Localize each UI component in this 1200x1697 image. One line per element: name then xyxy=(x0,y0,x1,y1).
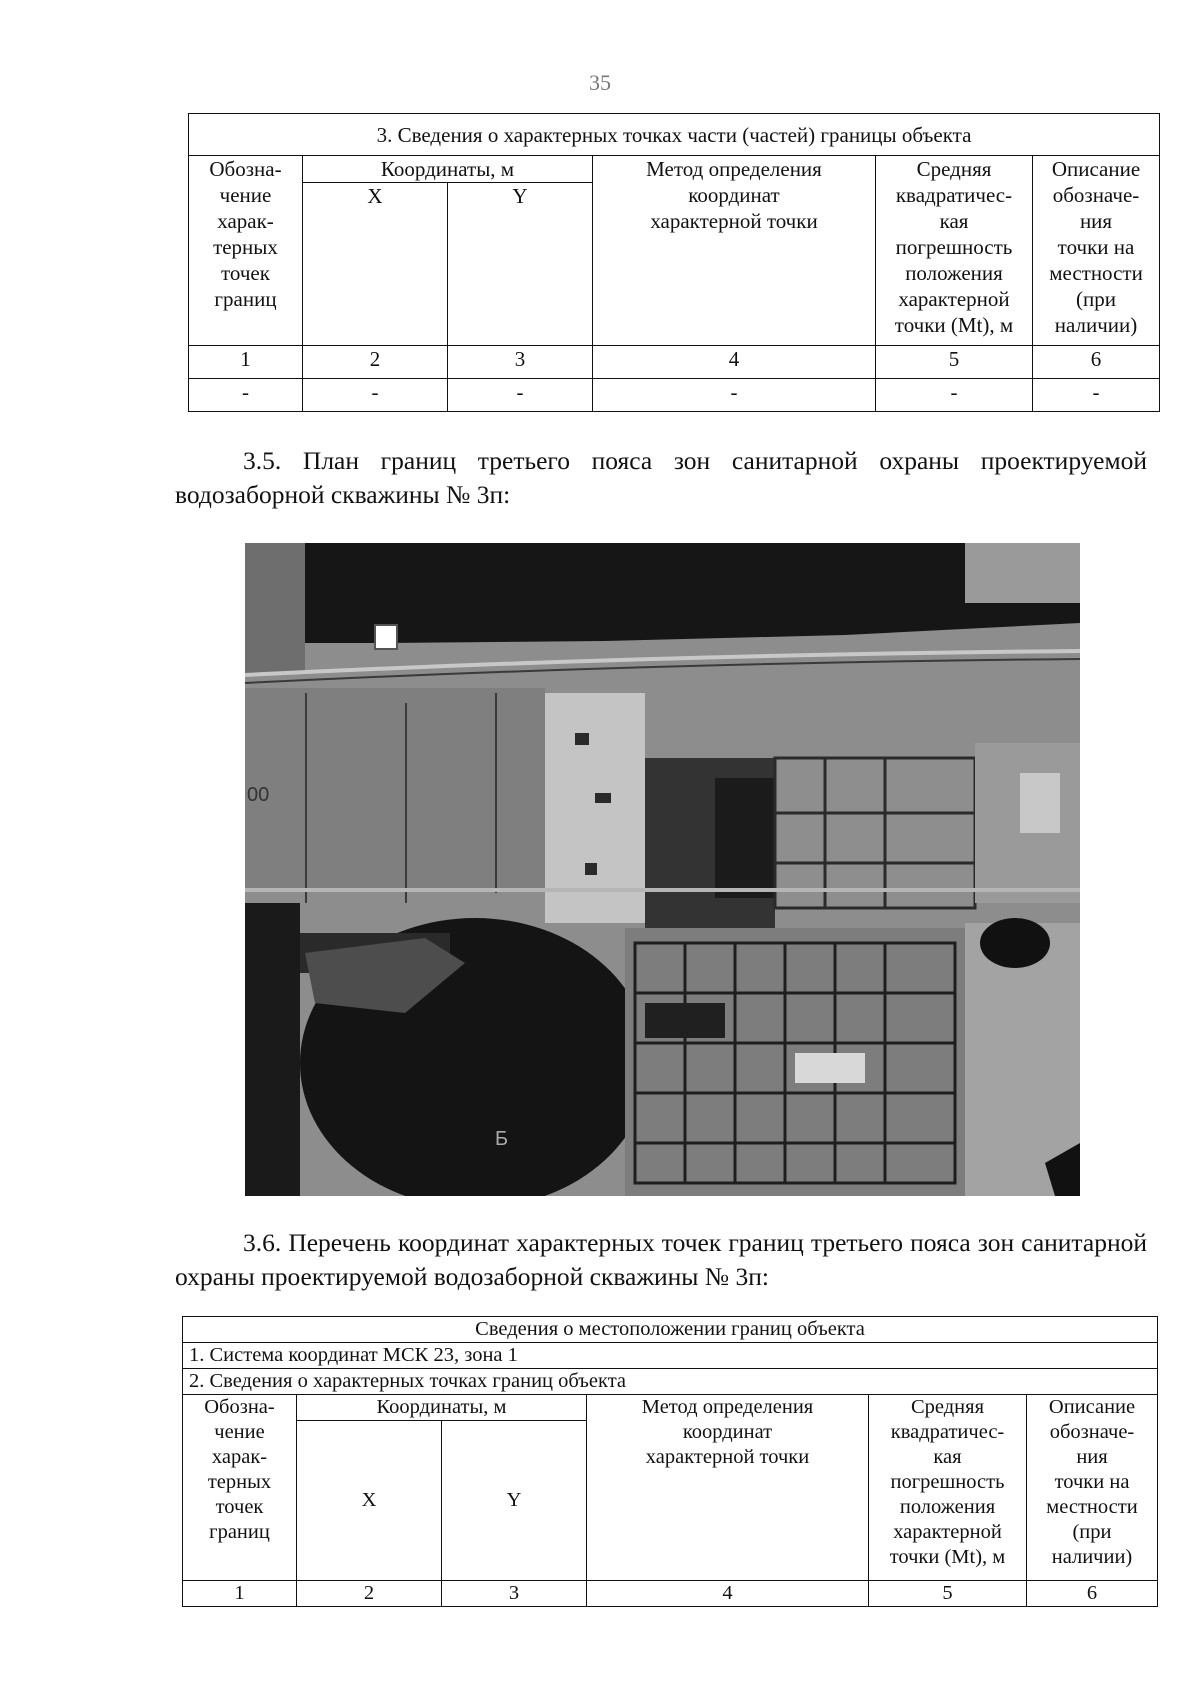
map-label: 00 xyxy=(247,784,270,806)
table-cell: - xyxy=(303,379,448,412)
table-cell: - xyxy=(189,379,303,412)
column-number: 2 xyxy=(297,1581,442,1607)
coordinate-system-line: 1. Система координат МСК 23, зона 1 xyxy=(183,1343,1158,1369)
header-designation: Обозна- чение харак- терных точек границ xyxy=(189,156,303,346)
table-cell: - xyxy=(448,379,593,412)
column-number: 3 xyxy=(442,1581,587,1607)
column-number: 1 xyxy=(183,1581,297,1607)
column-number: 6 xyxy=(1033,346,1160,379)
header-x: X xyxy=(297,1421,442,1581)
column-number: 1 xyxy=(189,346,303,379)
section-3-5-heading xyxy=(175,444,1147,512)
header-y: Y xyxy=(448,183,593,346)
header-method: Метод определения координат характерной точки xyxy=(587,1395,869,1581)
header-coordinates: Координаты, м xyxy=(297,1395,587,1421)
table-cell: - xyxy=(1033,379,1160,412)
header-x: X xyxy=(303,183,448,346)
boundary-plan-map xyxy=(245,543,1080,1196)
column-number: 5 xyxy=(876,346,1033,379)
table-cell: - xyxy=(593,379,876,412)
page-number: 35 xyxy=(589,70,611,95)
column-number: 4 xyxy=(587,1581,869,1607)
table-row xyxy=(189,379,1160,412)
column-number: 4 xyxy=(593,346,876,379)
table-title: Сведения о местоположении границ объекта xyxy=(183,1317,1158,1343)
header-description: Описание обозначе- ния точки на местности (при наличии) xyxy=(1033,156,1160,346)
column-number: 2 xyxy=(303,346,448,379)
map-marker: Б xyxy=(495,1128,509,1150)
column-number: 5 xyxy=(869,1581,1027,1607)
column-number: 6 xyxy=(1027,1581,1158,1607)
characteristic-points-line: 2. Сведения о характерных точках границ объекта xyxy=(183,1369,1158,1395)
header-error: Средняя квадратичес- кая погрешность положения характерной точки (Mt), м xyxy=(869,1395,1027,1581)
table-title: 3. Сведения о характерных точках части (частей) границы объекта xyxy=(189,114,1160,156)
header-designation: Обозна- чение харак- терных точек границ xyxy=(183,1395,297,1581)
header-y: Y xyxy=(442,1421,587,1581)
header-method: Метод определения координат характерной точки xyxy=(593,156,876,346)
section-3-6-heading xyxy=(175,1226,1147,1294)
header-description: Описание обозначе- ния точки на местности (при наличии) xyxy=(1027,1395,1158,1581)
satellite-map-image xyxy=(245,543,1080,1196)
header-coordinates: Координаты, м xyxy=(303,156,593,183)
section-3-6-text: 3.6. Перечень координат характерных точек границ третьего пояса зон санитарной охраны проектируемой водозаборной скважины № 3п: xyxy=(175,1228,1147,1291)
column-number: 3 xyxy=(448,346,593,379)
object-boundaries-table xyxy=(182,1316,1158,1607)
section-3-5-text: 3.5. План границ третьего пояса зон санитарной охраны проектируемой водозаборной скважины № 3п: xyxy=(175,446,1147,509)
characteristic-points-table xyxy=(188,113,1160,412)
table-cell: - xyxy=(876,379,1033,412)
header-error: Средняя квадратичес- кая погрешность положения характерной точки (Mt), м xyxy=(876,156,1033,346)
